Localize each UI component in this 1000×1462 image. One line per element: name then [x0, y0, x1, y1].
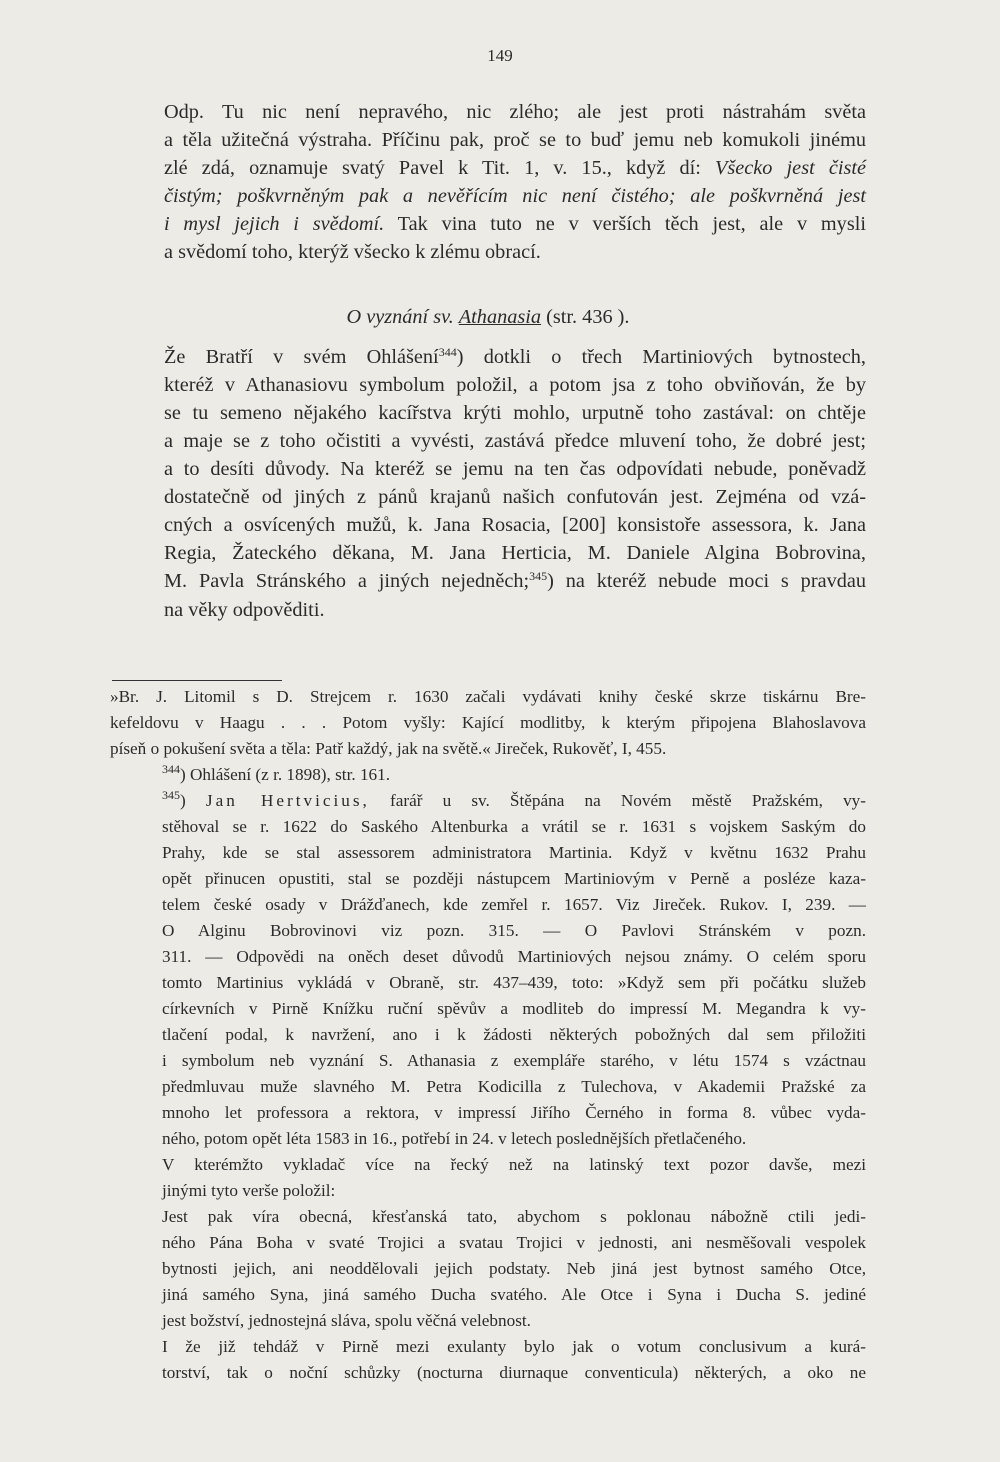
note-line: Prahy, kde se stal assessorem administratora Martinia. Když v květnu 1632 Prahu: [162, 843, 866, 862]
text-line: [110, 154, 866, 182]
text-line: [110, 210, 866, 238]
footnote-paragraph: [110, 1334, 866, 1386]
footnote-344: [110, 762, 866, 788]
text-line: dostatečně od jiných z pánů krajanů našich confutován jest. Zejména od vzá-: [164, 486, 866, 509]
note-line: [110, 788, 866, 814]
text-line: a svědomí toho, kterýž všecko k zlému obrací.: [164, 241, 541, 264]
note-line: předmluvau muže slavného M. Petra Kodicilla z Tulechova, v Akademii Pražské za: [162, 1077, 866, 1096]
note-line: stěhoval se r. 1622 do Saského Altenburka a vrátil se r. 1631 s vojskem Saským do: [162, 817, 866, 836]
text-line: na věky odpověditi.: [164, 598, 325, 621]
note-line: Jest pak víra obecná, křesťanská tato, abychom s poklonau nábožně ctili jedi-: [162, 1207, 866, 1226]
text-line: cných a osvícených mužů, k. Jana Rosacia, [200] konsistoře assessora, k. Jana: [164, 514, 866, 537]
text-line: [110, 182, 866, 210]
footnote-continuation: [110, 684, 866, 762]
footnote-345: [110, 788, 866, 1152]
note-line: O Alginu Bobrovinovi viz pozn. 315. — O Pavlovi Stránském v pozn.: [162, 921, 866, 940]
text-line: se tu semeno nějakého kacířstva krýti mohlo, urputně toho zastával: on chtěje: [164, 401, 866, 424]
footnote-number: 345: [162, 788, 180, 802]
footnote-number: 344: [162, 762, 180, 776]
note-line: kefeldovu v Haagu . . . Potom vyšly: Kající modlitby, k kterým připojena Blahoslavova: [110, 713, 866, 732]
heading-italic-underlined: Athanasia: [458, 305, 542, 328]
text-segment: Tak vina tuto ne v verších těch jest, ale v mysli: [397, 213, 866, 236]
heading-ref: (str. 436 ).: [546, 305, 630, 328]
text-line: kteréž v Athanasiovu symbolum položil, a potom jsa z toho obviňován, že by: [164, 373, 866, 396]
text-segment: Že Bratří v svém Ohlášení: [164, 345, 439, 368]
note-line: jinými tyto verše položil:: [162, 1181, 336, 1200]
text-line: Regia, Žateckého děkana, M. Jana Herticia, M. Daniele Algina Bobrovina,: [164, 542, 866, 565]
footnote-ref: 344: [438, 344, 457, 359]
footnote-paragraph: [110, 1152, 866, 1204]
italic-quote: čistým; poškvrněným pak a nevěřícím nic není čistého; ale poškvrněná jest: [164, 185, 866, 208]
text-segment: ) na kteréž nebude moci s pravdau: [547, 570, 866, 593]
note-line: mnoho let professora a rektora, v impressí Jiřího Černého in forma 8. vůbec vyda-: [162, 1103, 866, 1122]
text-segment: ) dotkli o třech Martiniových bytnostech,: [456, 345, 866, 368]
italic-quote: Všecko jest čisté: [715, 157, 866, 180]
heading-italic: O vyznání sv.: [346, 305, 454, 328]
note-line: ného, potom opět léta 1583 in 16., potřebí in 24. v letech poslednějších přetlačeného.: [162, 1129, 747, 1148]
note-line: jest božství, jednostejná sláva, spolu věčná velebnost.: [162, 1311, 531, 1330]
note-line: torství, tak o noční schůzky (nocturna diurnaque conventicula) některých, a oko ne: [162, 1363, 866, 1382]
text-line: Odp. Tu nic není nepravého, nic zlého; ale jest proti nástrahám světa: [164, 101, 866, 123]
section-heading: [110, 303, 866, 331]
note-line: [110, 762, 866, 788]
text-segment: ): [180, 791, 186, 810]
text-line: [110, 343, 866, 371]
note-line: tlačení podal, k navržení, ano i k žádosti některých pobožných dal sem přiložiti: [162, 1025, 866, 1044]
text-segment: zlé zdá, oznamuje svatý Pavel k Tit. 1, v. 15., když dí:: [164, 157, 701, 180]
footnote-quote-paragraph: [110, 1204, 866, 1334]
page-number: 149: [487, 46, 513, 65]
text-segment: M. Pavla Stránského a jiných nejedněch;: [164, 570, 530, 593]
note-line: církevních v Pirně Knížku ruční spěvův a modliteb do impressí M. Megandra k vy-: [162, 999, 866, 1018]
note-line: tomto Martinius vykládá v Obraně, str. 437–439, toto: »Když sem při počátku služeb: [162, 973, 866, 992]
text-line: a těla užitečná výstraha. Příčinu pak, proč se to buď jemu neb komukoli jinému: [164, 129, 866, 152]
italic-quote: i mysl jejich i svědomí.: [164, 213, 385, 236]
note-line: 311. — Odpovědi na oněch deset důvodů Martiniových nejsou známy. O celém sporu: [162, 947, 866, 966]
paragraph-1: [110, 98, 866, 267]
paragraph-2: [110, 343, 866, 624]
spaced-name: Jan Hertvicius,: [205, 791, 370, 810]
text-segment: farář u sv. Štěpána na Novém městě Pražském, vy-: [390, 791, 866, 810]
text-line: a maje se z toho očistiti a vyvésti, zastává předce mluvení toho, že dobré jest;: [164, 429, 866, 452]
note-line: jiná samého Syna, jiná samého Ducha svatého. Ale Otce i Syna i Ducha S. jediné: [162, 1285, 866, 1304]
main-text: [110, 98, 866, 624]
footnotes: [110, 684, 866, 1386]
text-segment: ) Ohlášení (z r. 1898), str. 161.: [180, 765, 391, 784]
note-line: i symbolum neb vyznání S. Athanasia z exempláře starého, v létu 1574 s vzáctnau: [162, 1051, 866, 1070]
note-line: »Br. J. Litomil s D. Strejcem r. 1630 začali vydávati knihy české skrze tiskárnu Bre-: [110, 687, 866, 706]
note-line: V kterémžto vykladač více na řecký než na latinský text pozor davše, mezi: [162, 1155, 866, 1174]
footnote-divider: [112, 680, 282, 681]
note-line: opět přinucen opustiti, stal se později nástupcem Martiniovým v Perně a posléze kaza-: [162, 869, 866, 888]
note-line: telem české osady v Drážďanech, kde zemřel r. 1657. Viz Jireček. Rukov. I, 239. —: [162, 895, 866, 914]
note-line: bytnosti jejich, ani neoddělovali jejich podstaty. Neb jiná jest bytnost samého Otce,: [162, 1259, 866, 1278]
note-line: ného Pána Boha v svaté Trojici a svatau Trojici v jednosti, ani nesměšovali vespolek: [162, 1233, 866, 1252]
text-line: a to desíti důvody. Na kteréž se jemu na ten čas odpovídati nebude, poněvadž: [164, 458, 866, 481]
note-line: I že již tehdáž v Pirně mezi exulanty bylo jak o votum conclusivum a kurá-: [162, 1337, 866, 1356]
footnote-ref: 345: [529, 569, 548, 584]
text-line: [110, 567, 866, 595]
note-line: píseň o pokušení světa a těla: Patř každý, jak na světě.« Jireček, Rukověť, I, 455.: [110, 739, 667, 758]
